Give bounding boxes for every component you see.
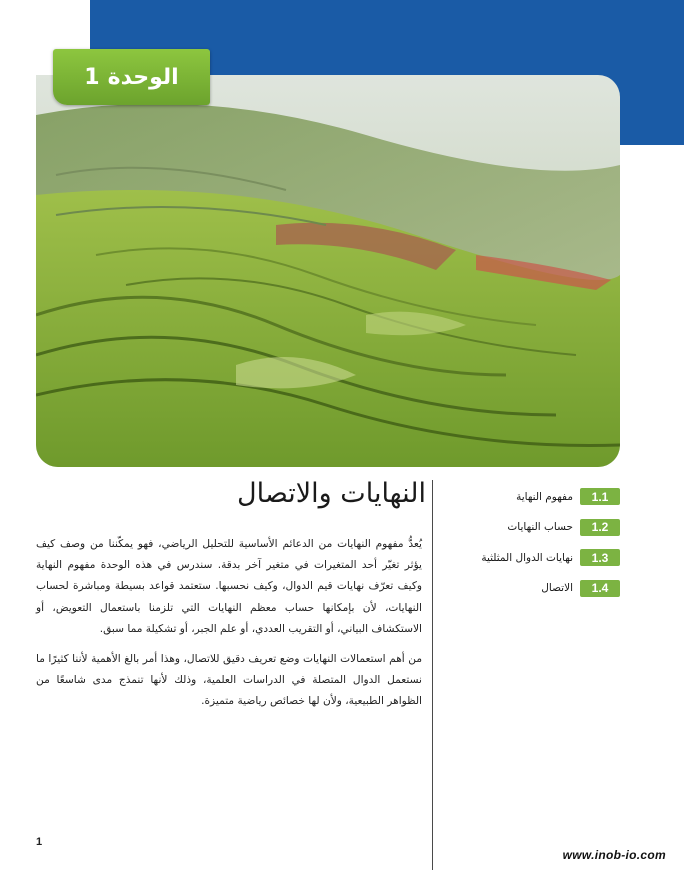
lesson-number-badge: 1.1 bbox=[580, 488, 620, 505]
unit-tab-number: 1 bbox=[84, 64, 100, 90]
lesson-number-badge: 1.2 bbox=[580, 519, 620, 536]
lesson-label: مفهوم النهاية bbox=[516, 490, 573, 503]
site-url[interactable]: www.inob-io.com bbox=[562, 848, 666, 862]
unit-tab-label: الوحدة bbox=[107, 64, 179, 90]
lesson-number-badge: 1.4 bbox=[580, 580, 620, 597]
lesson-label: الاتصال bbox=[541, 582, 573, 594]
page-title: النهايات والاتصال bbox=[237, 478, 426, 509]
unit-tab bbox=[53, 49, 210, 105]
intro-text bbox=[36, 534, 422, 722]
lesson-label: نهايات الدوال المثلثية bbox=[481, 551, 573, 564]
lesson-item[interactable] bbox=[448, 487, 620, 506]
intro-paragraph: من أهم استعمالات النهايات وضع تعريف دقيق للاتصال، وهذا أمر بالغ الأهمية لأننا كثيرًا ما نستعمل الدوال المتصلة في الدراسات العلمية، وذلك لأنها تنمذج مدى شاسعًا من الظواهر الطبيعية، ولأن لها خصائص رياضية متميزة. bbox=[36, 653, 422, 708]
lesson-item[interactable] bbox=[448, 518, 620, 537]
lesson-number-badge: 1.3 bbox=[580, 549, 620, 566]
intro-paragraph: يُعدُّ مفهوم النهايات من الدعائم الأساسية للتحليل الرياضي، فهو يمكّننا من وصف كيف يؤثر تغيّر أحد المتغيرات في متغير آخر بدقة. سندرس في هذه الوحدة مفهوم النهاية وكيف تعرّف نهايات قيم الدوال، وكيف نحسبها. ستعتمد قواعد بسيطة ومباشرة لحساب النهايات، لأن بإمكانها حساب معظم النهايات التي تلزمنا باستعمال التعويض، أو الاستكشاف البياني، أو التقريب العددي، أو علم الجبر، أو تشكيلة مما سبق. bbox=[36, 538, 422, 635]
lesson-list bbox=[448, 487, 620, 609]
lesson-item[interactable] bbox=[448, 548, 620, 567]
column-divider bbox=[432, 480, 433, 870]
lesson-item[interactable] bbox=[448, 579, 620, 598]
page-number: 1 bbox=[36, 836, 43, 848]
lesson-label: حساب النهايات bbox=[507, 521, 573, 533]
rice-terraces-photo bbox=[36, 75, 620, 467]
